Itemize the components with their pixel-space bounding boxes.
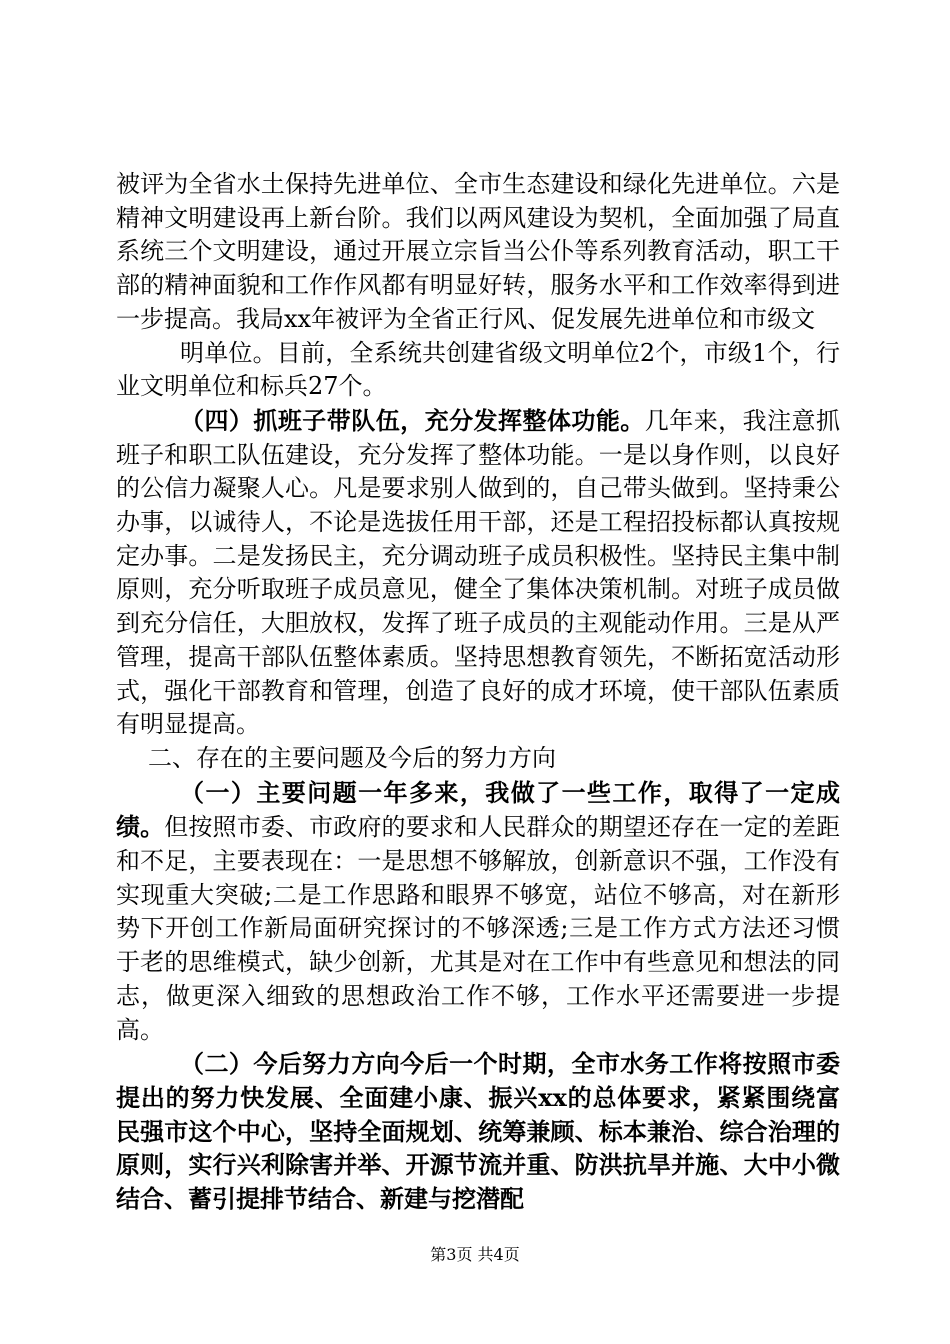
paragraph-main-problems (116, 776, 840, 1048)
page-number-footer: 第3页 共4页 (430, 1245, 520, 1264)
paragraph-lead-heading: （四）抓班子带队伍，充分发挥整体功能。 (180, 405, 645, 435)
paragraph-body-text: 但按照市委、市政府的要求和人民群众的期望还存在一定的差距和不足，主要表现在：一是思想不够解放，创新意识不强，工作没有实现重大突破;二是工作思路和眼界不够宽，站位不够高，对在新形势下开创工作新局面研究探讨的不够深透;三是工作方式方法还习惯于老的思维模式，缺少创新，尤其是对在工作中有些意见和想法的同志，做更深入细致的思想政治工作不够，工作水平还需要进一步提高。 (116, 813, 841, 1044)
paragraph-lead-heading: （一）主要问题一年多来，我做了一些工作，取得了一定成绩。 (116, 777, 840, 842)
paragraph-leadership-team (116, 404, 840, 742)
section-heading: 二、存在的主要问题及今后的努力方向 (148, 743, 556, 772)
paragraph-future-direction: （二）今后努力方向今后一个时期，全市水务工作将按照市委提出的努力快发展、全面建小康、振兴xx的总体要求，紧紧围绕富民强市这个中心，坚持全面规划、统筹兼顾、标本兼治、综合治理的原则，实行兴利除害并举、开源节流并重、防洪抗旱并施、大中小微结合、蓄引提排节结合、新建与挖潜配 (116, 1049, 840, 1214)
document-body (116, 168, 840, 1216)
paragraph-body-text: 几年来，我注意抓班子和职工队伍建设，充分发挥了整体功能。一是以身作则，以良好的公信力凝聚人心。凡是要求别人做到的，自己带头做到。坚持秉公办事，以诚待人，不论是选拔任用干部，还是工程招投标都认真按规定办事。二是发扬民主，充分调动班子成员积极性。坚持民主集中制原则，充分听取班子成员意见，健全了集体决策机制。对班子成员做到充分信任，大胆放权，发挥了班子成员的主观能动作用。三是从严管理，提高干部队伍整体素质。坚持思想教育领先，不断拓宽活动形式，强化干部教育和管理，创造了良好的成才环境，使干部队伍素质有明显提高。 (116, 406, 841, 739)
paragraph-civilization-units: 明单位。目前，全系统共创建省级文明单位2个，市级1个，行业文明单位和标兵27个。 (116, 338, 840, 401)
paragraph-achievement-six: 被评为全省水土保持先进单位、全市生态建设和绿化先进单位。六是精神文明建设再上新台阶。我们以两风建设为契机，全面加强了局直系统三个文明建设，通过开展立宗旨当公仆等系列教育活动，职工干部的精神面貌和工作作风都有明显好转，服务水平和工作效率得到进一步提高。我局xx年被评为全省正行风、促发展先进单位和市级文 (116, 170, 840, 333)
